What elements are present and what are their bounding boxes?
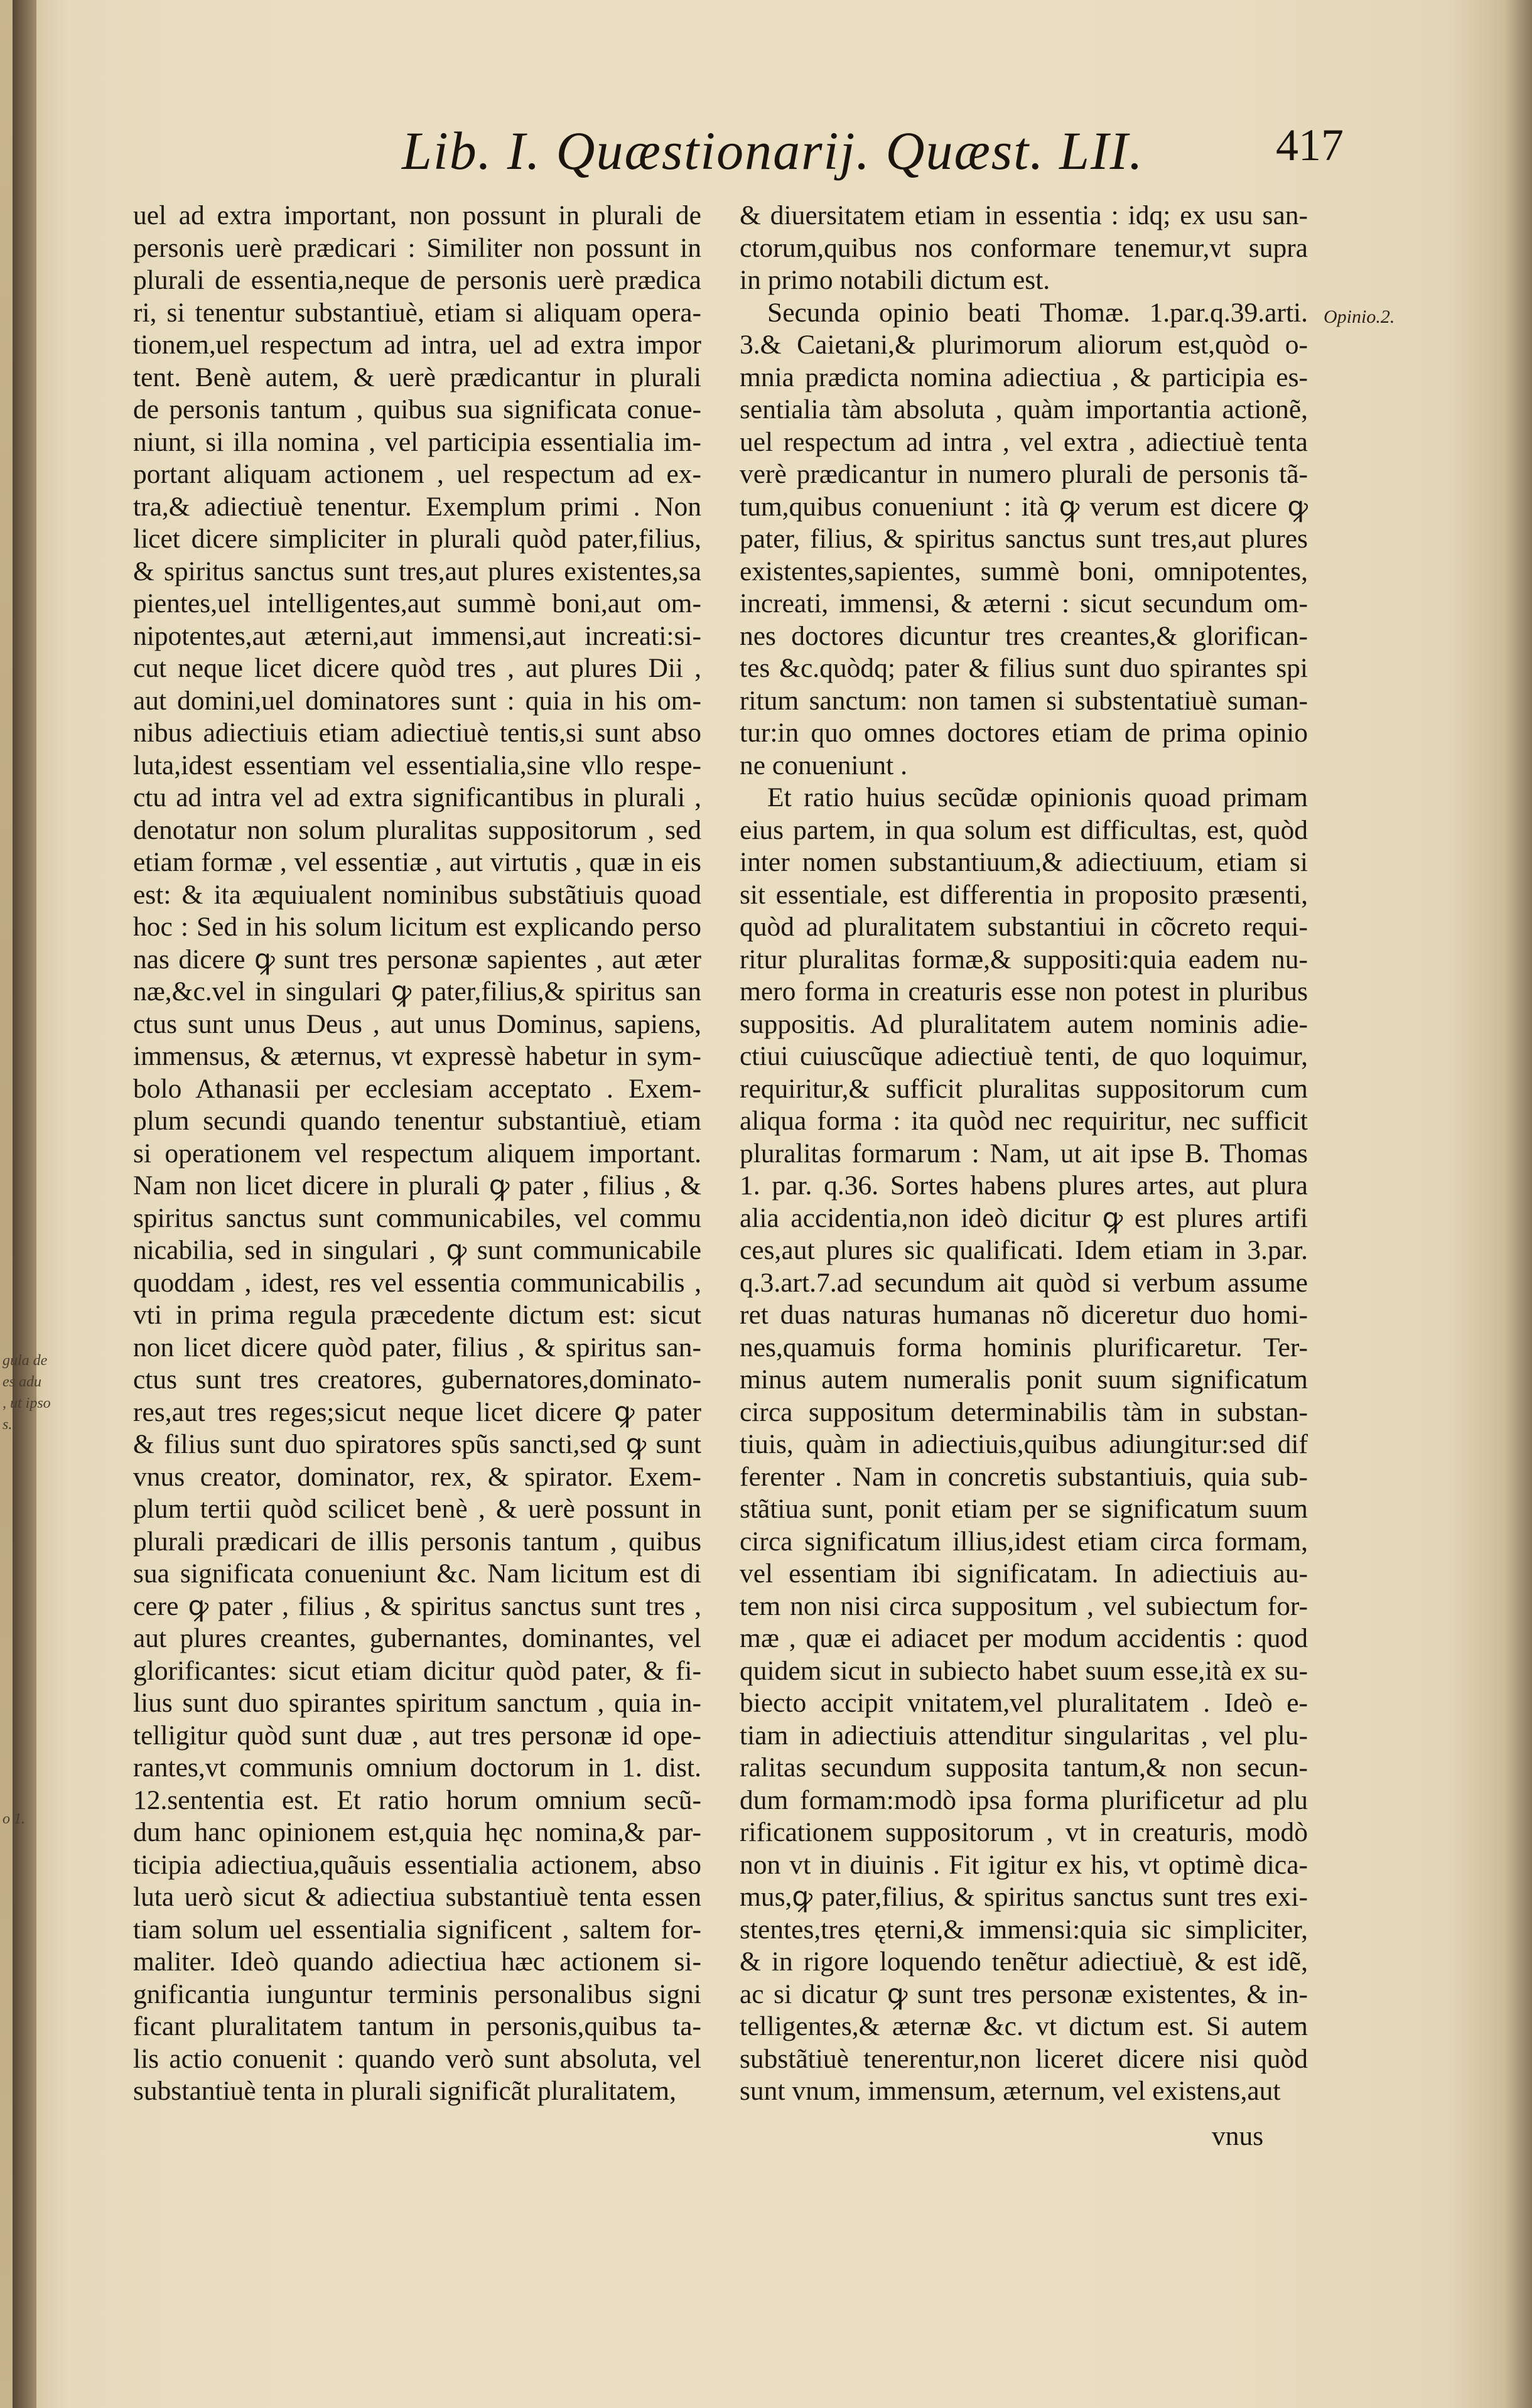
text-line: res,aut tres reges;sicut neque licet dicere ꝙ pater [133,1396,701,1427]
text-line: si operationem vel respectum aliquem important. [133,1138,701,1169]
text-line: vti in prima regula præcedente dictum est: sicut [133,1300,701,1330]
right-text-column [740,200,1308,2108]
text-line: inter nomen substantiuum,& adiectiuum, etiam si [740,847,1308,877]
text-line: pientes,uel intelligentes,aut summè boni,aut om- [133,588,701,618]
text-line: quòd ad pluralitatem substantiui in cõcreto requi- [740,912,1308,942]
text-line: immensus, & æternus, vt expressè habetur in sym- [133,1041,701,1071]
text-line: tiam in adiectiuis attenditur singularitas , vel plu- [740,1720,1308,1751]
running-header [402,119,1344,188]
text-line: luta uerò sicut & adiectiua substantiuè tenta essen [133,1882,701,1912]
text-line: bolo Athanasii per ecclesiam acceptato . Exem- [133,1073,701,1104]
text-line: mæ , quæ ei adiacet per modum accidentis : quod [740,1623,1308,1653]
text-line: aut plures creantes, gubernantes, dominantes, vel [133,1623,701,1653]
text-line: quidem sicut in subiecto habet suum esse,ità ex su- [740,1655,1308,1686]
text-line: tiuis, quàm in adiectiuis,quibus adiungitur:sed dif [740,1429,1308,1459]
text-line: substãtiuè tenerentur,non liceret dicere nisi quòd [740,2043,1308,2074]
marginal-note: Opinio.2. [1324,306,1395,327]
text-line: lis actio conuenit : quando verò sunt absoluta, vel [133,2043,701,2074]
text-line: quoddam , idest, res vel essentia communicabilis , [133,1267,701,1298]
text-line: tem non nisi circa suppositum , vel subiectum for- [740,1590,1308,1621]
text-line: sentialia tàm absoluta , quàm importantia actionẽ, [740,394,1308,424]
text-line: ritur pluralitas formæ,& suppositi:quia eadem nu- [740,944,1308,975]
text-line: stãtiua sunt, ponit etiam per se significatum suum [740,1494,1308,1524]
text-line: tur:in quo omnes doctores etiam de prima opinio [740,718,1308,748]
text-line: uel ad extra important, non possunt in plurali de [133,200,701,230]
text-line: denotatur non solum pluralitas suppositorum , sed [133,814,701,845]
text-line: substantiuè tenta in plurali significãt pluralitatem, [133,2076,676,2106]
text-line: gnificantia iunguntur terminis personalibus signi [133,1979,701,2009]
text-line: & in rigore loquendo tenẽtur adiectiuè, & est idẽ, [740,1946,1308,1977]
bleed-through-text [3,1350,51,1435]
text-line: portant aliquam actionem , uel respectum ad ex- [133,459,701,489]
text-line: existentes,sapientes, summè boni, omnipotentes, [740,556,1308,586]
text-line: ritum sanctum: non tamen si substentatiuè suman- [740,685,1308,716]
text-line: ri, si tenentur substantiuè, etiam si aliquam opera- [133,297,701,328]
text-line: telligentes,& æternæ &c. vt dictum est. Si autem [740,2011,1308,2041]
text-line: ficant pluralitatem tantum in personis,quibus ta- [133,2011,701,2041]
text-line: ne conueniunt . [740,750,907,780]
text-line: glorificantes: sicut etiam dicitur quòd pater, & fi- [133,1655,701,1686]
text-line: ctu ad intra vel ad extra significantibus in plurali , [133,782,701,813]
text-line: in primo notabili dictum est. [740,265,1050,295]
text-line: suppositis. Ad pluralitatem autem nominis adie- [740,1008,1308,1039]
catchword: vnus [1212,2121,1264,2151]
text-line: ces,aut plures sic qualificati. Idem etiam in 3.par. [740,1235,1308,1265]
text-line: ret duas naturas humanas nõ diceretur duo homi- [740,1300,1308,1330]
bleed-line: es adu [3,1374,41,1390]
bleed-line: s. [3,1417,13,1433]
text-line: pater, filius, & spiritus sanctus sunt tres,aut plures [740,524,1308,554]
text-line: maliter. Ideò quando adiectiua hæc actionem si- [133,1946,701,1977]
text-line: rificationem suppositorum , vt in creaturis, modò [740,1817,1308,1847]
text-line: plurali prædicari de illis personis tantum , quibus [133,1526,701,1557]
text-line: næ,&c.vel in singulari ꝙ pater,filius,& spiritus san [133,976,701,1007]
text-line: mnia prædicta nomina adiectiua , & participia es- [740,362,1308,392]
text-line: nicabilia, sed in singulari , ꝙ sunt communicabile [133,1235,701,1265]
text-line: ac si dicatur ꝙ sunt tres personæ existentes, & in- [740,1979,1308,2009]
text-line: ctus sunt unus Deus , aut unus Dominus, sapiens, [133,1008,701,1039]
text-line: plurali de essentia,neque de personis uerè prædica [133,265,701,295]
text-line: & filius sunt duo spiratores spũs sancti,sed ꝙ sunt [133,1429,701,1459]
text-line: 3.& Caietani,& plurimorum aliorum est,quòd o- [740,330,1308,360]
text-line: Nam non licet dicere in plurali ꝙ pater , filius , & [133,1170,701,1201]
bleed-line: gula de [3,1352,48,1369]
text-line: 12.sententia est. Et ratio horum omnium secũ- [133,1784,701,1815]
text-line: ralitas secundum supposita tantum,& non secun- [740,1752,1308,1783]
text-line: 1. par. q.36. Sortes habens plures artes, aut plura [740,1170,1308,1201]
text-line: non licet dicere quòd pater, filius , & spiritus san- [133,1332,701,1363]
text-line: ctus sunt tres creatores, gubernatores,dominato- [133,1364,701,1395]
text-line: ticipia adiectiua,quãuis essentialia actionem, abso [133,1849,701,1880]
text-line: nipotentes,aut æterni,aut immensi,aut increati:si- [133,620,701,651]
text-line: non vt in diuinis . Fit igitur ex his, vt optimè dica- [740,1849,1308,1880]
text-line: sunt vnum, immensum, æternum, vel existens,aut [740,2076,1281,2106]
text-line: sua significata conueniunt &c. Nam licitum est di [133,1558,701,1589]
text-line: nibus adiectiuis etiam adiectiuè tentis,si sunt abso [133,718,701,748]
text-line: sit essentiale, est differentia in proposito præsenti, [740,879,1308,910]
text-line: circa suppositum determinabilis tàm in substan- [740,1396,1308,1427]
text-line: licet dicere simpliciter in plurali quòd pater,filius, [133,524,701,554]
text-line: aliqua forma : ita quòd nec requiritur, nec sufficit [740,1106,1308,1136]
text-line: rantes,vt communis omnium doctorum in 1. dist. [133,1752,701,1783]
text-line: ctiui cuiuscũque adiectiuè tenti, de quo loquimur, [740,1041,1308,1071]
text-line: tra,& adiectiuè tenentur. Exemplum primi . Non [133,491,701,522]
text-line: eius partem, in qua solum est difficultas, est, quòd [740,814,1308,845]
text-line: verè prædicantur in numero plurali de personis tã- [740,459,1308,489]
bleed-through-text-lower: o 1. [3,1811,25,1827]
text-line: pluralitas formarum : Nam, ut ait ipse B. Thomas [740,1138,1308,1169]
text-line: tionem,uel respectum ad intra, uel ad extra impor [133,330,701,360]
text-line: tiam solum uel essentialia significent , saltem for- [133,1914,701,1945]
text-line: biecto accipit vnitatem,vel pluralitatem . Ideò e- [740,1688,1308,1718]
text-line: etiam formæ , vel essentiæ , aut virtutis , quæ in eis [133,847,701,877]
text-line: telligitur quòd sunt duæ , aut tres personæ id ope- [133,1720,701,1751]
page-number: 417 [1276,120,1344,170]
text-line: hoc : Sed in his solum licitum est explicando perso [133,912,701,942]
left-text-column [133,200,701,2108]
text-line: dum formam:modò ipsa forma plurificetur ad plu [740,1784,1308,1815]
text-line: uel respectum ad intra , vel extra , adiectiuè tenta [740,426,1308,457]
text-line: cut neque licet dicere quòd tres , aut plures Dii , [133,653,701,683]
text-line: personis uerè prædicari : Similiter non possunt in [133,232,701,263]
text-line: & diuersitatem etiam in essentia : idq; ex usu san- [740,200,1308,230]
text-line: tes &c.quòdq; pater & filius sunt duo spirantes spi [740,653,1308,683]
text-line: increati, immensi, & æterni : sicut secundum om- [740,588,1308,618]
text-line: circa significatum illius,idest etiam circa formam, [740,1526,1308,1557]
text-line: dum hanc opinionem est,quia hęc nomina,& par- [133,1817,701,1847]
text-line: tum,quibus conueniunt : ità ꝙ verum est dicere ꝙ [740,491,1308,522]
text-line: Secunda opinio beati Thomæ. 1.par.q.39.arti. [767,297,1308,328]
text-line: q.3.art.7.ad secundum ait quòd si verbum assume [740,1267,1308,1298]
text-line: ctorum,quibus nos conformare tenemur,vt supra [740,232,1308,263]
text-line: plum secundi quando tenentur substantiuè, etiam [133,1106,701,1136]
previous-page-edge [0,0,13,2408]
bleed-line: , ut ipso [3,1395,51,1412]
running-title: Lib. I. Quæstionarij. Quæst. LII. [402,121,1144,181]
text-line: mero forma in creaturis esse non potest in pluribus [740,976,1308,1007]
text-line: aut domini,uel dominatores sunt : quia in his om- [133,685,701,716]
text-line: nas dicere ꝙ sunt tres personæ sapientes , aut æter [133,944,701,975]
text-line: minus autem numeralis ponit suum significatum [740,1364,1308,1395]
text-line: alia accidentia,non ideò dicitur ꝙ est plures artifi [740,1202,1308,1233]
text-line: de personis tantum , quibus sua significata conue- [133,394,701,424]
text-line: ferenter . Nam in concretis substantiuis, quia sub- [740,1461,1308,1492]
text-line: spiritus sanctus sunt communicabiles, vel commu [133,1202,701,1233]
text-line: nes doctores dicuntur tres creantes,& glorifican- [740,620,1308,651]
text-line: stentes,tres ęterni,& immensi:quia sic simpliciter, [740,1914,1308,1945]
text-line: cere ꝙ pater , filius , & spiritus sanctus sunt tres , [133,1590,701,1621]
text-line: luta,idest essentiam vel essentialia,sine vllo respe- [133,750,701,780]
text-line: plum tertii quòd scilicet benè , & uerè possunt in [133,1494,701,1524]
text-line: est: & ita æquiualent nominibus substãtiuis quoad [133,879,701,910]
text-line: Et ratio huius secũdæ opinionis quoad primam [767,782,1308,813]
text-line: vnus creator, dominator, rex, & spirator. Exem- [133,1461,701,1492]
text-line: & spiritus sanctus sunt tres,aut plures existentes,sa [133,556,701,586]
text-line: niunt, si illa nomina , vel participia essentialia im- [133,426,701,457]
text-line: requiritur,& sufficit pluralitas suppositorum cum [740,1073,1308,1104]
text-line: mus,ꝙ pater,filius, & spiritus sanctus sunt tres exi- [740,1882,1308,1912]
text-line: tent. Benè autem, & uerè prædicantur in plurali [133,362,701,392]
text-line: nes,quamuis forma hominis plurificaretur. Ter- [740,1332,1308,1363]
text-line: lius sunt duo spirantes spiritum sanctum , quia in- [133,1688,701,1718]
text-line: vel essentiam ibi significatam. In adiectiuis au- [740,1558,1308,1589]
